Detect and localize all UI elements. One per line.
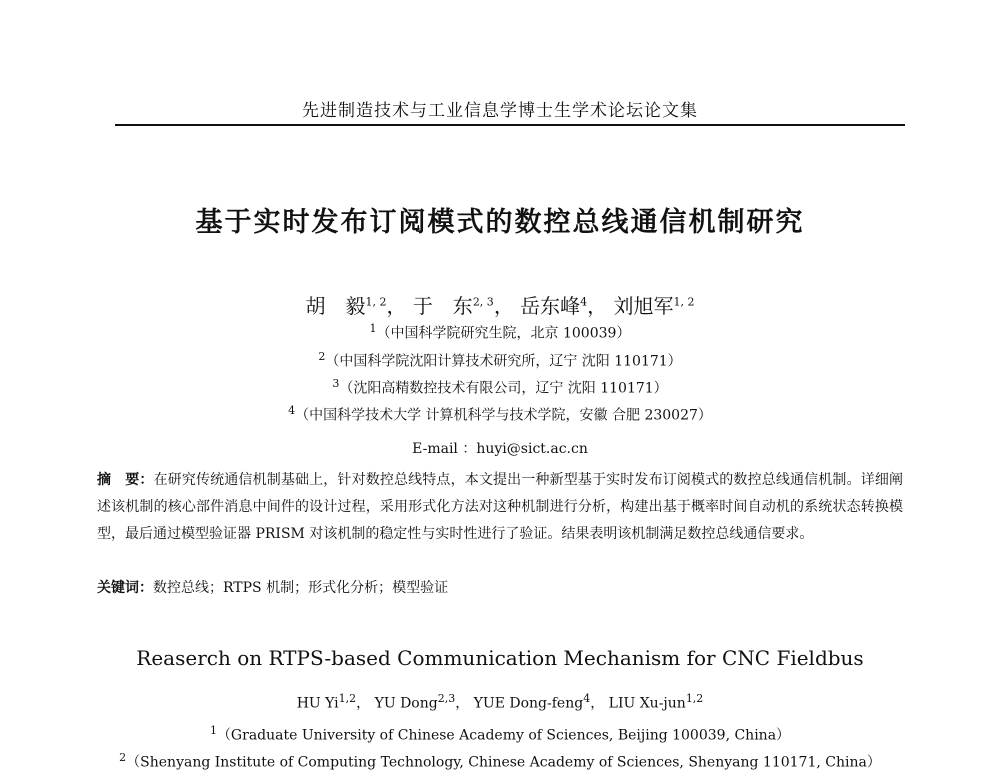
- en-author-name: YUE Dong-feng: [473, 695, 584, 712]
- affiliation-text: （沈阳高精数控技术有限公司，辽宁 沈阳 110171）: [339, 380, 668, 397]
- author-name: 于 东: [412, 294, 473, 318]
- en-affiliation-sup: 2: [119, 751, 127, 764]
- abstract-label: 摘 要：: [97, 472, 154, 488]
- affiliation-sup: 4: [288, 404, 296, 417]
- keywords: [97, 577, 903, 597]
- author-sup: 2, 3: [472, 295, 494, 309]
- en-author-sup: 4: [583, 692, 591, 705]
- en-affiliation-sup: 1: [209, 724, 217, 737]
- author-name: 刘旭军: [613, 294, 674, 318]
- affiliation-sup: 3: [332, 377, 340, 390]
- affiliation-text: （中国科学技术大学 计算机科学与技术学院，安徽 合肥 230027）: [295, 407, 712, 424]
- author-sup: 4: [580, 295, 588, 309]
- keywords-label: 关键词：: [97, 580, 153, 596]
- affiliation-sup: 1: [369, 322, 377, 335]
- author-name: 胡 毅: [305, 294, 366, 318]
- en-author-sep: ，: [356, 695, 371, 712]
- affiliation-text: （中国科学院沈阳计算技术研究所，辽宁 沈阳 110171）: [325, 353, 682, 370]
- header-rule: [115, 124, 905, 126]
- author-list: [0, 290, 1000, 319]
- affiliation-line: [0, 404, 1000, 425]
- en-affiliation-text: （Shenyang Institute of Computing Technology, Chinese Academy of Sciences, Shenyang 110171, China）: [126, 754, 881, 771]
- en-author-sup: 2,3: [437, 692, 456, 705]
- en-author-name: HU Yi: [296, 695, 339, 712]
- author-sep: ，: [493, 294, 514, 318]
- affiliation-line: [0, 322, 1000, 343]
- author-sup: 1, 2: [365, 295, 387, 309]
- affiliation-line: [0, 377, 1000, 398]
- author-sep: ，: [587, 294, 608, 318]
- en-author-sep: ，: [590, 695, 605, 712]
- keywords-text: 数控总线；RTPS 机制；形式化分析；模型验证: [153, 580, 449, 596]
- en-author-sup: 1,2: [338, 692, 357, 705]
- abstract-text: 在研究传统通信机制基础上，针对数控总线特点，本文提出一种新型基于实时发布订阅模式的数控总线通信机制。详细阐述该机制的核心部件消息中间件的设计过程，采用形式化方法对这种机制进行分析，构建出基于概率时间自动机的系统状态转换模型，最后通过模型验证器 PRISM 对该机制的稳定性与实时性进行了验证。结果表明该机制满足数控总线通信要求。: [97, 472, 904, 542]
- affiliation-text: （中国科学院研究生院，北京 100039）: [376, 325, 631, 342]
- running-header: 先进制造技术与工业信息学博士生学术论坛论文集: [302, 101, 698, 121]
- en-author-sup: 1,2: [685, 692, 704, 705]
- paper-title: 基于实时发布订阅模式的数控总线通信机制研究: [195, 207, 805, 238]
- author-sup: 1, 2: [673, 295, 695, 309]
- english-title: Reaserch on RTPS-based Communication Mechanism for CNC Fieldbus: [136, 646, 864, 670]
- en-affiliation-text: （Graduate University of Chinese Academy of Sciences, Beijing 100039, China）: [216, 727, 791, 744]
- en-author-name: YU Dong: [374, 695, 438, 712]
- en-author-name: LIU Xu-jun: [608, 695, 686, 712]
- english-author-list: [0, 692, 1000, 713]
- author-name: 岳东峰: [520, 294, 581, 318]
- email-line: E-mail ：huyi@sict.ac.cn: [412, 441, 588, 457]
- en-author-sep: ，: [455, 695, 470, 712]
- affiliation-sup: 2: [318, 350, 326, 363]
- affiliation-line: [0, 350, 1000, 371]
- author-sep: ，: [386, 294, 407, 318]
- english-affiliation-line: [0, 751, 1000, 772]
- abstract: [97, 467, 903, 548]
- english-affiliation-line: [0, 724, 1000, 745]
